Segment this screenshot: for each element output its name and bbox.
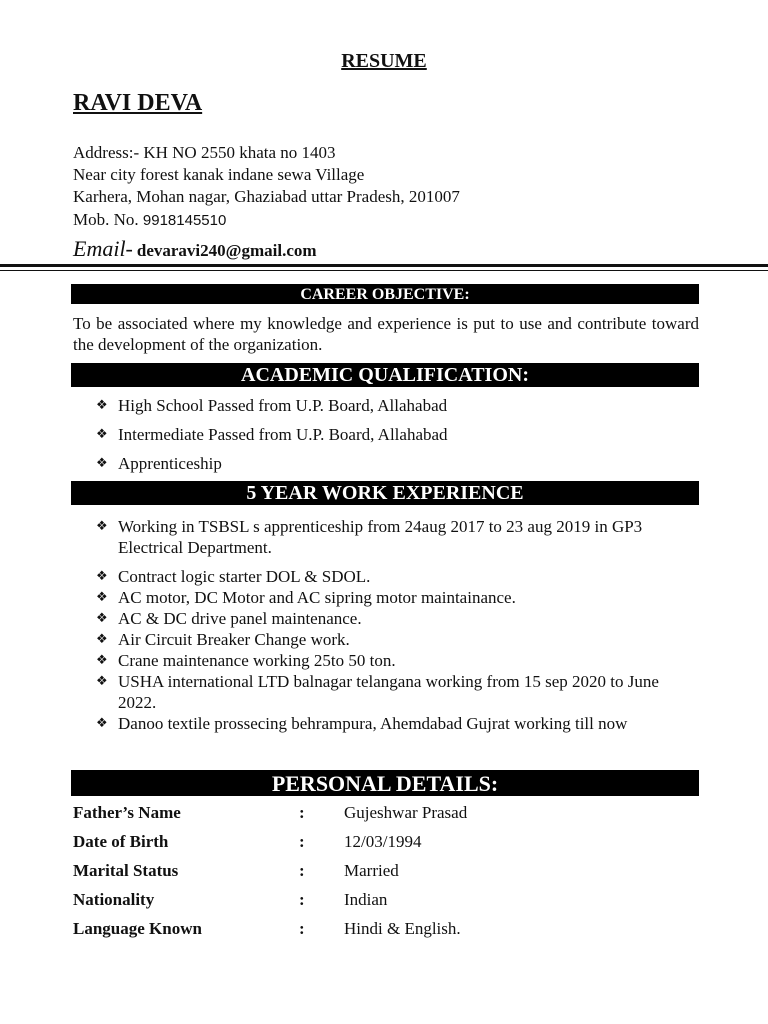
- diamond-bullet-icon: ❖: [96, 456, 108, 471]
- experience-item-text: Working in TSBSL s apprenticeship from 24aug 2017 to 23 aug 2019 in GP3 Electrical Department.: [118, 517, 643, 557]
- list-item: [96, 516, 696, 558]
- personal-label: Language Known: [73, 919, 202, 938]
- experience-item-text: AC & DC drive panel maintenance.: [118, 609, 362, 628]
- list-item: [96, 424, 696, 445]
- experience-item-text: Contract logic starter DOL & SDOL.: [118, 567, 371, 586]
- list-item: [96, 629, 696, 650]
- list-item: [96, 713, 696, 734]
- experience-list: [96, 516, 696, 734]
- career-objective-heading: CAREER OBJECTIVE:: [71, 284, 699, 304]
- diamond-bullet-icon: ❖: [96, 590, 108, 605]
- experience-item-text: Crane maintenance working 25to 50 ton.: [118, 651, 396, 670]
- email-address[interactable]: devaravi240@gmail.com: [136, 241, 317, 260]
- address-line-2: Near city forest kanak indane sewa Village: [73, 165, 365, 184]
- email-row: [73, 236, 317, 262]
- mobile-label: Mob. No.: [73, 210, 139, 229]
- mobile-number: 9918145510: [142, 212, 227, 229]
- experience-item-text: USHA international LTD balnagar telangana working from 15 sep 2020 to June 2022.: [118, 672, 659, 712]
- academic-qualification-heading: ACADEMIC QUALIFICATION:: [71, 363, 699, 387]
- career-objective-text: To be associated where my knowledge and experience is put to use and contribute toward the development of the organization.: [73, 314, 699, 354]
- experience-item-text: AC motor, DC Motor and AC sipring motor maintainance.: [118, 588, 516, 607]
- personal-separator: :: [299, 832, 305, 851]
- candidate-name: RAVI DEVA: [73, 90, 203, 116]
- personal-value: Indian: [344, 890, 388, 909]
- academic-item-text: Intermediate Passed from U.P. Board, Allahabad: [118, 425, 448, 444]
- mobile-row: [73, 209, 226, 232]
- diamond-bullet-icon: ❖: [96, 398, 108, 413]
- diamond-bullet-icon: ❖: [96, 519, 108, 534]
- list-item: [96, 566, 696, 587]
- personal-label: Date of Birth: [73, 832, 169, 851]
- list-item: [96, 395, 696, 416]
- personal-separator: :: [299, 919, 305, 938]
- document-title: RESUME: [341, 50, 427, 72]
- personal-label: Father’s Name: [73, 803, 181, 822]
- personal-separator: :: [299, 861, 305, 880]
- diamond-bullet-icon: ❖: [96, 674, 108, 689]
- header-divider-thin: [0, 270, 768, 271]
- address-line-1: Address:- KH NO 2550 khata no 1403: [73, 143, 336, 162]
- list-item: [96, 453, 696, 474]
- personal-value: Married: [344, 861, 399, 880]
- diamond-bullet-icon: ❖: [96, 716, 108, 731]
- email-label: Email-: [73, 236, 133, 261]
- personal-value: 12/03/1994: [344, 832, 422, 851]
- academic-item-text: Apprenticeship: [118, 454, 222, 473]
- academic-item-text: High School Passed from U.P. Board, Allahabad: [118, 396, 448, 415]
- personal-value: Gujeshwar Prasad: [344, 803, 468, 822]
- diamond-bullet-icon: ❖: [96, 632, 108, 647]
- diamond-bullet-icon: ❖: [96, 569, 108, 584]
- list-item: [96, 671, 696, 713]
- personal-value: Hindi & English.: [344, 919, 461, 938]
- work-experience-heading: 5 YEAR WORK EXPERIENCE: [71, 481, 699, 505]
- list-item: [96, 650, 696, 671]
- header-divider-thick: [0, 264, 768, 267]
- personal-separator: :: [299, 890, 305, 909]
- experience-item-text: Danoo textile prossecing behrampura, Ahemdabad Gujrat working till now: [118, 714, 628, 733]
- address-line-3: Karhera, Mohan nagar, Ghaziabad uttar Pradesh, 201007: [73, 187, 460, 206]
- list-item: [96, 587, 696, 608]
- experience-item-text: Air Circuit Breaker Change work.: [118, 630, 350, 649]
- diamond-bullet-icon: ❖: [96, 427, 108, 442]
- diamond-bullet-icon: ❖: [96, 611, 108, 626]
- personal-label: Nationality: [73, 890, 155, 909]
- personal-details-heading: PERSONAL DETAILS:: [71, 770, 699, 796]
- personal-label: Marital Status: [73, 861, 179, 880]
- academic-list: [96, 395, 696, 474]
- list-item: [96, 608, 696, 629]
- diamond-bullet-icon: ❖: [96, 653, 108, 668]
- personal-separator: :: [299, 803, 305, 822]
